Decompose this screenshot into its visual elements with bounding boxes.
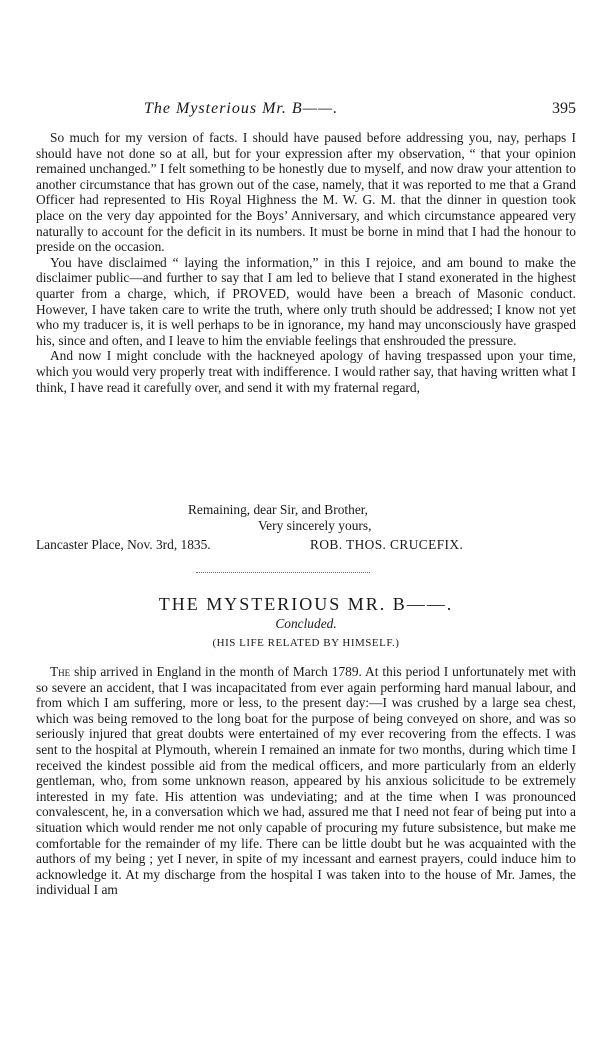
article-subheading: Concluded.: [275, 616, 337, 631]
closing-line-2: Very sincerely yours,: [258, 518, 372, 533]
section-divider: [196, 572, 370, 573]
article-subheading-2: (HIS LIFE RELATED BY HIMSELF.): [212, 637, 400, 649]
letter-body: [36, 130, 576, 395]
page-number: 395: [552, 100, 576, 117]
letter-address-date: Lancaster Place, Nov. 3rd, 1835.: [36, 537, 211, 552]
article-paragraph-text: ship arrived in England in the month of March 1789. At this period I unfortunately met with so severe an accident, that I was incapacitated from ever again performing hard manual labour, and from which I am suffering, more or less, to the present day:—I was crushed by a large sea chest, which was being removed to the long boat for the purpose of being conveyed on shore, and was so seriously injured that great doubts were entertained of my ever recovering from the effects. I was sent to the hospital at Plymouth, wherein I remained an inmate for two months, during which time I received the kindest possible aid from the medical officers, and more particularly from an elderly gentleman, who, from some unknown reason, appeared by his anxious solicitude to be extremely interested in my fate. His attention was undeviating; and at the time when I was pronounced convalescent, he, in a conversation which we had, assured me that I need not fear of being put into a situation which would render me not only capable of procuring my future subsistence, but make me comfortable for the remainder of my life. There can be little doubt but he was acquainted with the authors of my being ; yet I never, in spite of my incessant and earnest prayers, could induce him to acknowledge it. At my discharge from the hospital I was taken into to the house of Mr. James, the individual I am: [36, 664, 576, 898]
closing-line-1: Remaining, dear Sir, and Brother,: [188, 502, 369, 517]
letter-paragraph-2: You have disclaimed “ laying the information,” in this I rejoice, and am bound to make the disclaimer public—and further to say that I am led to believe that I stand exonerated in the highest quarter from a charge, which, if PROVED, would have been a breach of Masonic conduct. However, I have taken care to write the truth, where only truth should be addressed; I know not yet who my traducer is, it is well perhaps to be in ignorance, my hand may unconsciously have grasped his, since and often, and I leave to him the enviable feelings that enshrouded the pressure.: [36, 254, 576, 348]
article-body: [36, 664, 576, 898]
article-first-word: The: [50, 664, 71, 679]
running-head-title: The Mysterious Mr. B——.: [144, 100, 339, 117]
article-heading: THE MYSTERIOUS MR. B——.: [158, 594, 454, 614]
article-paragraph: [36, 664, 576, 898]
letter-signature: ROB. THOS. CRUCEFIX.: [310, 537, 464, 552]
letter-paragraph-3: And now I might conclude with the hackneyed apology of having trespassed upon your time, which you would very properly treat with indifference. I would rather say, that having written what I think, I have read it carefully over, and send it with my fraternal regard,: [36, 348, 576, 395]
letter-paragraph-1: So much for my version of facts. I should have paused before addressing you, nay, perhaps I should have not done so at all, but for your expression after my observation, “ that your opinion remained unchanged.” I felt something to be honestly due to myself, and now draw your attention to another circumstance that has grown out of the case, namely, that it was reported to me that a Grand Officer had represented to His Royal Highness the M. W. G. M. that the dinner in question took place on the very day appointed for the Boys’ Anniversary, and which circumstance appeared very naturally to account for the deficit in its numbers. It must be borne in mind that I had the honour to preside on the occasion.: [36, 130, 576, 255]
running-head: [36, 100, 576, 120]
